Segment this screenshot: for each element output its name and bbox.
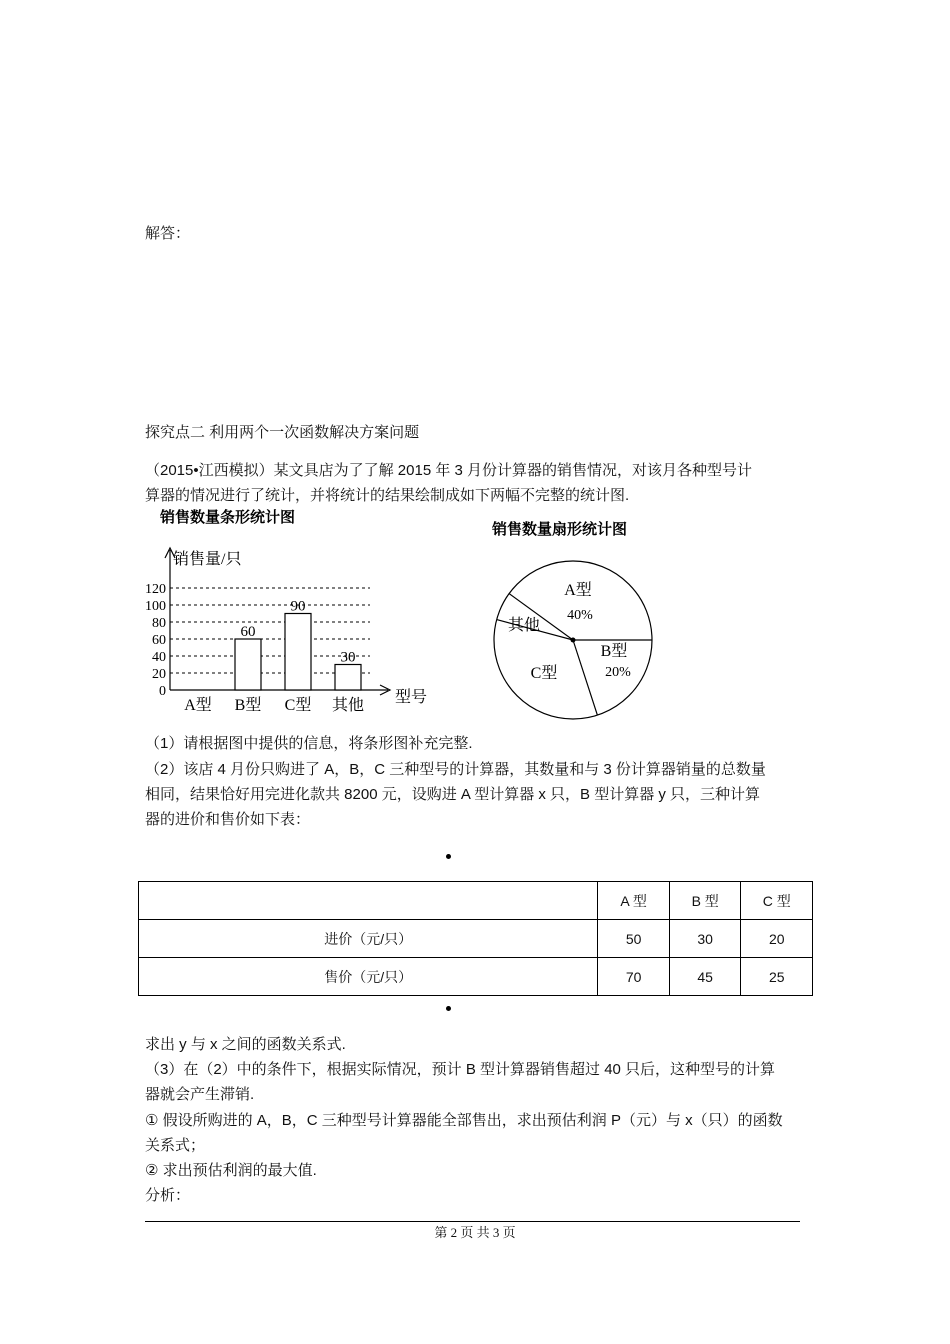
- table-header-cell: [139, 882, 598, 920]
- y-tick-label: 0: [159, 684, 166, 699]
- table-row: [139, 958, 813, 996]
- price-table: [138, 881, 813, 996]
- pie-chart: [488, 510, 668, 722]
- section-title: 探究点二 利用两个一次函数解决方案问题: [145, 424, 420, 441]
- question-3-sub1-line-1: ① 假设所购进的 A，B，C 三种型号计算器能全部售出，求出预估利润 P（元）与 x（只）的函数: [145, 1112, 783, 1129]
- problem-line-2: 算器的情况进行了统计，并将统计的结果绘制成如下两幅不完整的统计图.: [145, 487, 630, 504]
- pie-center: [571, 638, 576, 643]
- y-tick-label: 100: [145, 599, 166, 614]
- bar-data-label: 90: [290, 598, 306, 615]
- table-header-row: [139, 882, 813, 920]
- x-category-label: 其他: [331, 697, 365, 714]
- bullet-dot-top: [446, 854, 451, 859]
- analysis-label: 分析：: [145, 1187, 191, 1204]
- pie-slice-percent: 20%: [605, 665, 631, 680]
- question-3-line-1: （3）在（2）中的条件下，根据实际情况，预计 B 型计算器销售超过 40 只后，这种型号的计算: [145, 1061, 776, 1078]
- table-header-cell: B 型: [669, 882, 741, 920]
- x-category-label: B型: [234, 697, 262, 714]
- bar: [235, 639, 261, 690]
- pie-slice-label: C型: [530, 665, 558, 682]
- question-2-line-1: （2）该店 4 月份只购进了 A，B，C 三种型号的计算器，其数量和与 3 份计算器销量的总数量: [145, 761, 766, 778]
- bar-data-label: 30: [340, 649, 356, 666]
- question-2-line-3: 器的进价和售价如下表：: [145, 811, 311, 828]
- table-cell: 45: [669, 958, 741, 996]
- table-cell: 70: [598, 958, 670, 996]
- pie-slice-label: B型: [600, 643, 628, 660]
- pie-chart-title: 销售数量扇形统计图: [492, 522, 628, 538]
- bullet-dot-bottom: [446, 1006, 451, 1011]
- question-1: （1）请根据图中提供的信息，将条形图补充完整.: [145, 735, 473, 752]
- question-3-sub2: ② 求出预估利润的最大值.: [145, 1162, 317, 1179]
- bar-chart-title: 销售数量条形统计图: [160, 510, 296, 526]
- table-cell: 50: [598, 920, 670, 958]
- bar-chart-xlabel: 型号: [395, 689, 428, 706]
- bar-data-label: 60: [240, 624, 256, 640]
- bar-chart: [140, 500, 440, 722]
- y-tick-label: 120: [145, 582, 166, 597]
- x-category-label: C型: [284, 697, 312, 714]
- table-header-cell: C 型: [741, 882, 813, 920]
- table-cell: 25: [741, 958, 813, 996]
- table-row-label: 进价（元/只）: [139, 920, 598, 958]
- pie-slice-label: 其他: [507, 617, 541, 634]
- table-row: [139, 920, 813, 958]
- y-tick-label: 60: [152, 633, 166, 648]
- table-cell: 30: [669, 920, 741, 958]
- y-tick-label: 80: [152, 616, 166, 631]
- table-cell: 20: [741, 920, 813, 958]
- question-2-line-2: 相同，结果恰好用完进化款共 8200 元，设购进 A 型计算器 x 只，B 型计算器 y 只，三种计算: [145, 786, 761, 803]
- table-row-label: 售价（元/只）: [139, 958, 598, 996]
- y-tick-label: 20: [152, 667, 166, 682]
- question-3-sub1-line-2: 关系式；: [145, 1137, 206, 1154]
- bar: [285, 614, 311, 691]
- y-tick-label: 40: [152, 650, 166, 665]
- table-header-cell: A 型: [598, 882, 670, 920]
- question-3-line-2: 器就会产生滞销.: [145, 1086, 255, 1103]
- problem-line-1: （2015•江西模拟）某文具店为了了解 2015 年 3 月份计算器的销售情况，对该月各种型号计: [145, 462, 753, 479]
- pie-slice-percent: 40%: [567, 608, 593, 623]
- bar: [335, 665, 361, 691]
- bar-chart-ylabel: 销售量/只: [173, 551, 242, 568]
- x-category-label: A型: [184, 697, 212, 714]
- footer-rule: [145, 1221, 800, 1222]
- answer-label: 解答：: [145, 225, 191, 242]
- page-footer: 第 2 页 共 3 页: [434, 1225, 516, 1240]
- pie-slice-label: A型: [564, 582, 592, 599]
- question-2-ask: 求出 y 与 x 之间的函数关系式.: [145, 1036, 346, 1053]
